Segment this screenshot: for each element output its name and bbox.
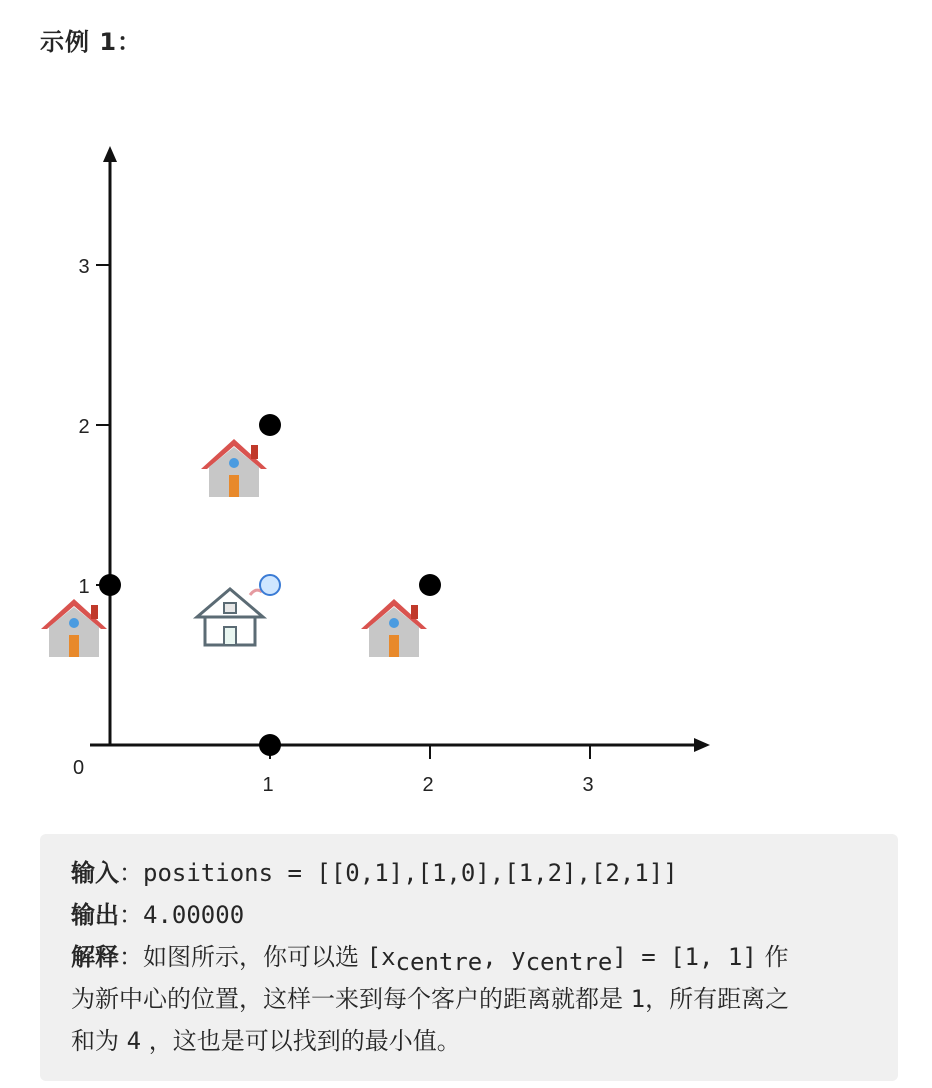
explanation-line-2-b: ，所有距离之 [645,985,790,1013]
origin-label: 0 [73,757,85,779]
x-axis-arrow [694,738,710,752]
y-tick-label: 3 [78,256,90,278]
explanation-line-3-a: 和为 [71,1027,127,1055]
x-tick-label: 1 [262,774,274,796]
x-tick-label: 2 [422,774,434,796]
y-tick-label: 2 [78,416,90,438]
x-tick-label: 3 [582,774,594,796]
sum-code: 4 [126,1027,142,1055]
distance-code: 1 [630,985,646,1013]
customer-point [99,574,121,596]
positions-figure [0,120,760,810]
output-value: 4.00000 [143,901,245,929]
y-tick-label: 1 [78,576,90,598]
centre-point [260,575,280,595]
service-centre-house-icon [197,589,263,645]
customer-house-icon [361,599,427,657]
example-code-block [40,834,898,1081]
explanation-text: 如图所示，你可以选 [143,943,367,971]
centre-code-open: [x [366,943,396,971]
explanation-line-3-b: ，这也是可以找到的最小值。 [141,1027,461,1055]
centre-code-rest: ] = [1, 1] [612,943,757,971]
example-heading: 示例 1： [40,28,143,56]
explanation-line-2 [71,979,789,1019]
centre-code-mid: , y [482,943,526,971]
output-separator: ： [119,901,143,929]
explanation-label: 解释 [71,943,119,971]
explanation-separator: ： [119,943,143,971]
explanation-line-2-a: 为新中心的位置，这样一来到每个客户的距离就都是 [71,985,631,1013]
input-line [71,853,678,893]
y-axis-arrow [103,146,117,162]
input-label: 输入 [71,859,119,887]
customer-house-icon [201,439,267,497]
centre-code-sub-y: centre [525,948,613,976]
input-value: positions = [[0,1],[1,0],[1,2],[2,1]] [143,859,678,887]
customer-point [419,574,441,596]
explanation-line-1 [71,937,788,977]
centre-code-sub-x: centre [395,948,483,976]
customer-point [259,734,281,756]
output-label: 输出 [71,901,119,929]
output-line [71,895,244,935]
explanation-text-tail: 作 [756,943,789,971]
input-separator: ： [119,859,143,887]
customer-point [259,414,281,436]
customer-house-icon [41,599,107,657]
explanation-line-3 [71,1021,461,1061]
